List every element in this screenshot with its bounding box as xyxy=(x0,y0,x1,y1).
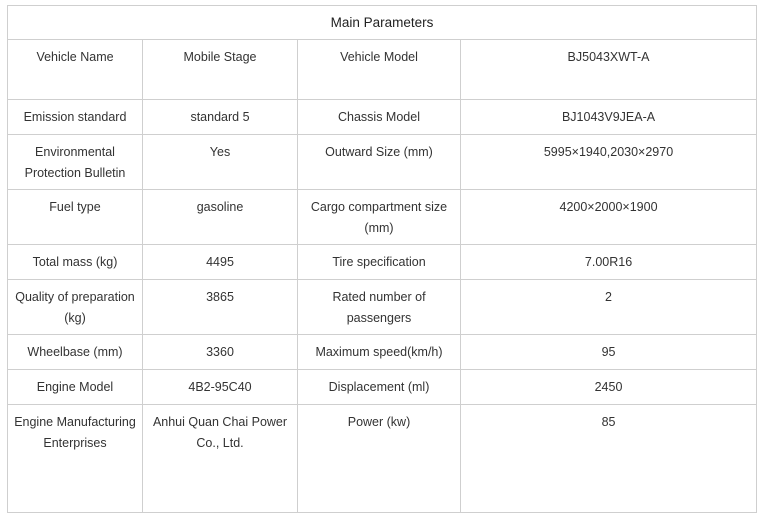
param-value: 5995×1940,2030×2970 xyxy=(461,135,757,190)
param-value: Yes xyxy=(143,135,298,190)
table-row xyxy=(8,190,757,245)
param-label: Cargo compartment size (mm) xyxy=(298,190,461,245)
param-label: Quality of preparation (kg) xyxy=(8,280,143,335)
param-value: Anhui Quan Chai Power Co., Ltd. xyxy=(143,405,298,513)
param-label: Maximum speed(km/h) xyxy=(298,335,461,370)
param-label: Displacement (ml) xyxy=(298,370,461,405)
main-parameters-table xyxy=(7,5,757,513)
param-label-text: Emission standard xyxy=(23,110,127,124)
table-row xyxy=(8,280,757,335)
param-label: Wheelbase (mm) xyxy=(8,335,143,370)
table-row xyxy=(8,335,757,370)
param-value: BJ5043XWT-A xyxy=(461,40,757,100)
param-value: BJ1043V9JEA-A xyxy=(461,100,757,135)
param-value: 85 xyxy=(461,405,757,513)
param-value: 4495 xyxy=(143,245,298,280)
param-value: Mobile Stage xyxy=(143,40,298,100)
table-row xyxy=(8,405,757,513)
table-row xyxy=(8,370,757,405)
param-label: Engine Manufacturing Enterprises xyxy=(8,405,143,513)
param-label: Chassis Model xyxy=(298,100,461,135)
param-value: 2 xyxy=(461,280,757,335)
param-value: 3865 xyxy=(143,280,298,335)
param-label: Vehicle Model xyxy=(298,40,461,100)
param-value: standard 5 xyxy=(143,100,298,135)
param-value: gasoline xyxy=(143,190,298,245)
param-label: Fuel type xyxy=(8,190,143,245)
param-label: Vehicle Name xyxy=(8,40,143,100)
table-title: Main Parameters xyxy=(8,6,757,40)
table-title-row xyxy=(8,6,757,40)
param-value: 2450 xyxy=(461,370,757,405)
table-row xyxy=(8,40,757,100)
table-row xyxy=(8,245,757,280)
param-value: 4B2-95C40 xyxy=(143,370,298,405)
param-label: Outward Size (mm) xyxy=(298,135,461,190)
table-row xyxy=(8,135,757,190)
param-label: Engine Model xyxy=(8,370,143,405)
param-value: 3360 xyxy=(143,335,298,370)
param-label: Total mass (kg) xyxy=(8,245,143,280)
param-label: Tire specification xyxy=(298,245,461,280)
param-value: 95 xyxy=(461,335,757,370)
param-value: 7.00R16 xyxy=(461,245,757,280)
table-row xyxy=(8,100,757,135)
param-label: Rated number of passengers xyxy=(298,280,461,335)
param-value: 4200×2000×1900 xyxy=(461,190,757,245)
param-label: Environmental Protection Bulletin xyxy=(8,135,143,190)
param-label xyxy=(8,100,143,135)
param-label: Power (kw) xyxy=(298,405,461,513)
